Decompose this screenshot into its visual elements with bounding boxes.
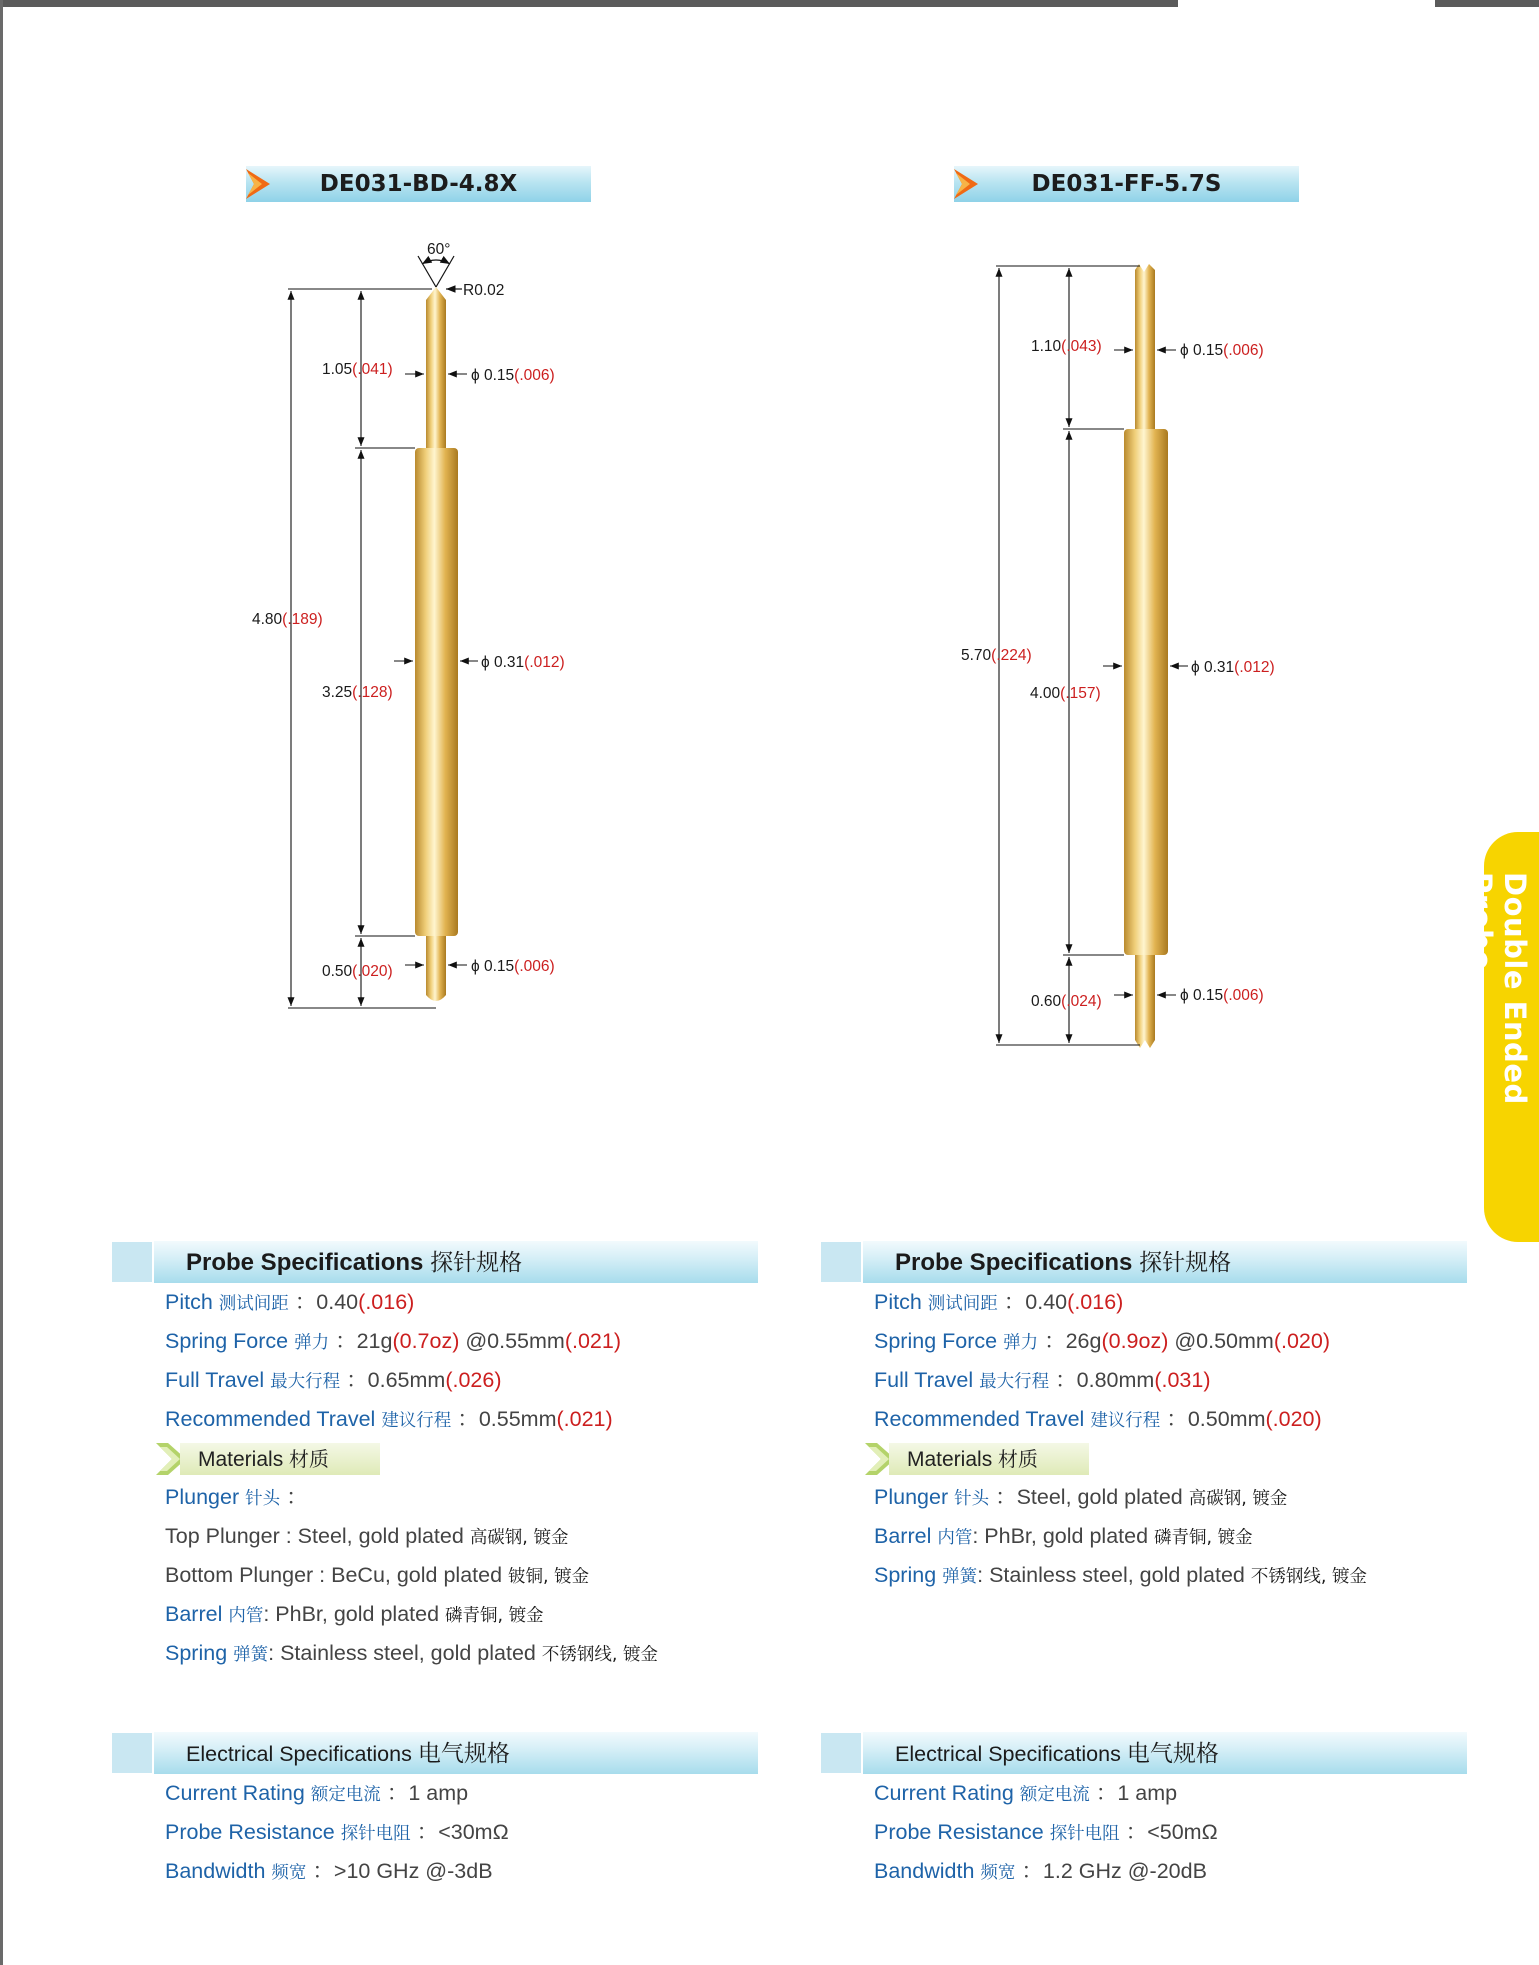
side-tab (1464, 832, 1539, 1242)
recommended-travel-row: Recommended Travel 建议行程 ：0.50mm(.020) (874, 1407, 1322, 1431)
spring-force-row: Spring Force 弹力 ：21g(0.7oz) @0.55mm(.021) (165, 1329, 622, 1353)
recommended-travel-row: Recommended Travel 建议行程 ：0.55mm(.021) (165, 1407, 613, 1431)
pitch-row: Pitch 测试间距 ：0.40(.016) (874, 1290, 1124, 1314)
top-bar-right (1435, 0, 1539, 7)
model-title: DE031-BD-4.8X (319, 171, 518, 197)
barrel-length-dim: 4.00(.157) (1030, 685, 1101, 702)
bottom-plunger-dia-dim: ϕ 0.15(.006) (471, 958, 555, 975)
side-tab-label: Double Ended Probe (1464, 872, 1532, 1105)
full-travel-row: Full Travel 最大行程 ：0.80mm(.031) (874, 1368, 1211, 1392)
spring-row: Spring 弹簧: Stainless steel, gold plated 不锈钢线, 镀金 (165, 1641, 658, 1665)
current-rating-row: Current Rating 额定电流 ：1 amp (874, 1781, 1178, 1805)
probe-resistance-row: Probe Resistance 探针电阻 ：<50mΩ (874, 1820, 1218, 1844)
bottom-plunger-length-dim: 0.60(.024) (1031, 993, 1102, 1010)
top-plunger-dia-dim: ϕ 0.15(.006) (1180, 342, 1264, 359)
plunger-row: Plunger 针头 ：Steel, gold plated 高碳钢, 镀金 (874, 1485, 1288, 1509)
top-plunger-dia-dim: ϕ 0.15(.006) (471, 367, 555, 384)
spring-row: Spring 弹簧: Stainless steel, gold plated 不锈钢线, 镀金 (874, 1563, 1367, 1587)
probe-spec-header: Probe Specifications 探针规格 (112, 1241, 752, 1283)
bandwidth-row: Bandwidth 频宽 ：>10 GHz @-3dB (165, 1859, 493, 1883)
plunger-row: Plunger 针头 ： (165, 1485, 308, 1509)
spec-column-1 (112, 1241, 752, 1891)
total-length-dim: 4.80(.189) (252, 611, 323, 628)
materials-header: Materials 材质 (865, 1439, 1461, 1478)
probe-body (1124, 264, 1168, 1048)
tip-angle-label: 60° (427, 241, 451, 258)
bottom-plunger-dia-dim: ϕ 0.15(.006) (1180, 987, 1264, 1004)
barrel-length-dim: 3.25(.128) (322, 684, 393, 701)
barrel-dia-dim: ϕ 0.31(.012) (1191, 659, 1275, 676)
full-travel-row: Full Travel 最大行程 ：0.65mm(.026) (165, 1368, 502, 1392)
spring-force-row: Spring Force 弹力 ：26g(0.9oz) @0.50mm(.020) (874, 1329, 1331, 1353)
bottom-plunger-length-dim: 0.50(.020) (322, 963, 393, 980)
pitch-row: Pitch 测试间距 ：0.40(.016) (165, 1290, 415, 1314)
electrical-spec-header: Electrical Specifications 电气规格 (112, 1732, 752, 1774)
probe-resistance-row: Probe Resistance 探针电阻 ：<30mΩ (165, 1820, 509, 1844)
total-length-dim: 5.70(.224) (961, 647, 1032, 664)
bottom-plunger-row: Bottom Plunger : BeCu, gold plated 铍铜, 镀金 (165, 1563, 590, 1587)
model-title: DE031-FF-5.7S (1031, 171, 1222, 197)
barrel-dia-dim: ϕ 0.31(.012) (481, 654, 565, 671)
electrical-spec-header: Electrical Specifications 电气规格 (821, 1732, 1461, 1774)
top-plunger-length-dim: 1.05(.041) (322, 361, 393, 378)
probe-spec-header: Probe Specifications 探针规格 (821, 1241, 1461, 1283)
barrel-row: Barrel 内管: PhBr, gold plated 磷青铜, 镀金 (874, 1524, 1253, 1548)
top-plunger-length-dim: 1.10(.043) (1031, 338, 1102, 355)
barrel-row: Barrel 内管: PhBr, gold plated 磷青铜, 镀金 (165, 1602, 544, 1626)
top-plunger-row: Top Plunger : Steel, gold plated 高碳钢, 镀金 (165, 1524, 569, 1548)
current-rating-row: Current Rating 额定电流 ：1 amp (165, 1781, 469, 1805)
materials-header: Materials 材质 (156, 1439, 752, 1478)
spec-column-2 (821, 1241, 1461, 1891)
bandwidth-row: Bandwidth 频宽 ：1.2 GHz @-20dB (874, 1859, 1207, 1883)
probe-drawing-2 (0, 0, 1400, 1070)
tip-radius-label: R0.02 (463, 282, 505, 299)
